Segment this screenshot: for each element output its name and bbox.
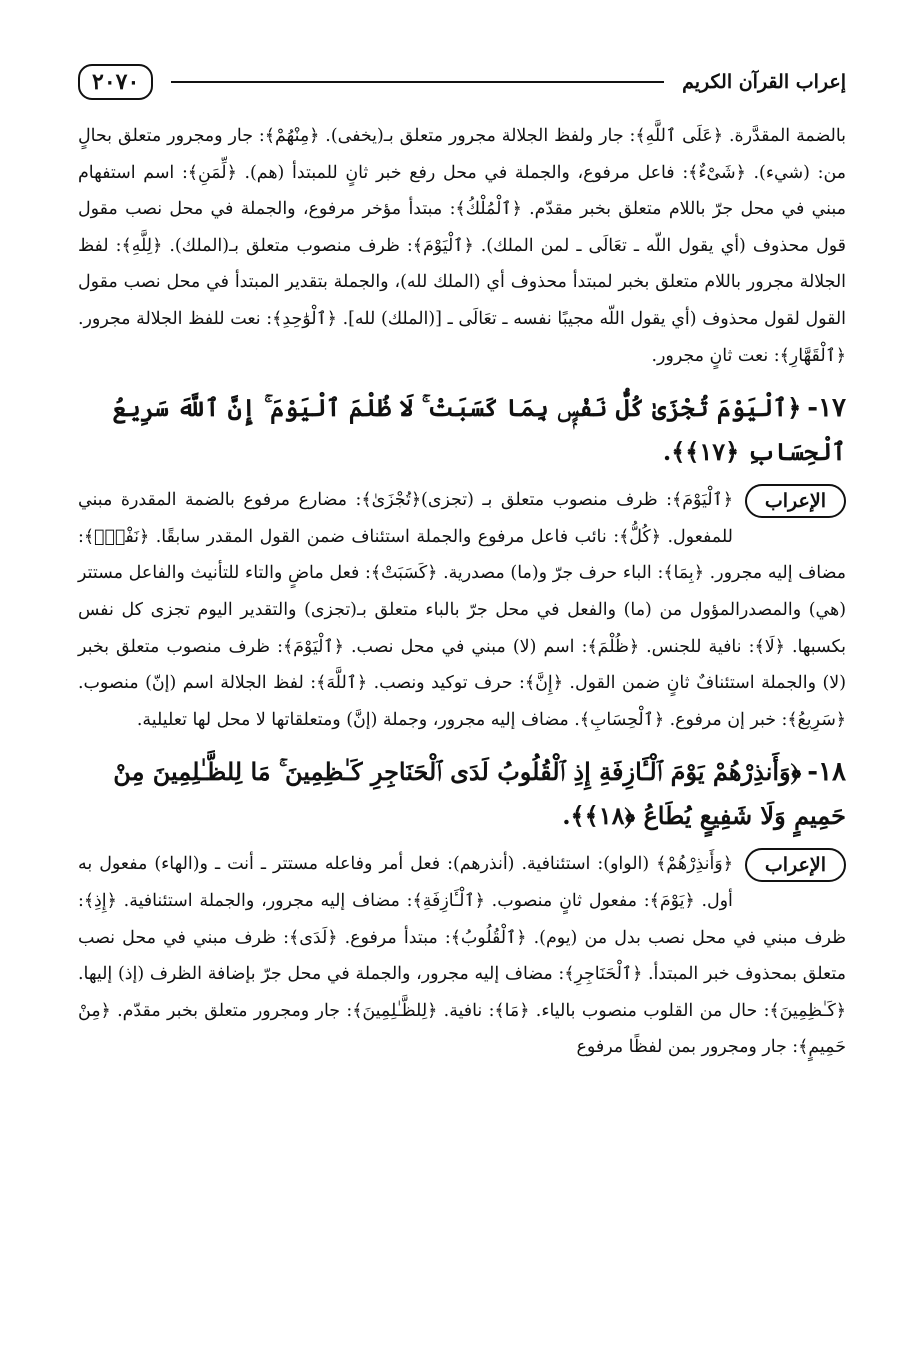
i3rab-badge: الإعراب — [745, 848, 846, 882]
verse-17 — [78, 386, 846, 474]
verse-text: ﴿ٱلْيَوْمَ تُجْزَىٰ كُلُّ نَفْسٍۭ بِمَا كَسَبَتْ ۚ لَا ظُلْمَ ٱلْيَوْمَ ۚ إِنَّ ٱللَّهَ سَرِيعُ ٱلْحِسَابِ ﴿١٧﴾﴾. — [112, 393, 846, 467]
verse-number: ١٨- — [807, 757, 846, 788]
paragraph-analysis-18 — [78, 846, 846, 1066]
header-rule — [171, 81, 664, 83]
book-title: إعراب القرآن الكريم — [682, 71, 846, 93]
paragraph-analysis-16: بالضمة المقدَّرة. ﴿عَلَى ٱللَّهِ﴾: جار ولفظ الجلالة مجرور متعلق بـ(يخفى). ﴿مِنْهُمْ﴾: جار ومجرور متعلق بحالٍ من: (شيء). ﴿شَىْءٌ﴾: فاعل مرفوع، والجملة في محل رفع خبر ثانٍ للمبتدأ (هم). ﴿لِّمَنِ﴾: اسم استفهام مبني في محل جرّ باللام متعلق بخبر مقدّم. ﴿ٱلْمُلْكُ﴾: مبتدأ مؤخر مرفوع، والجملة في محل نصب مقول قول محذوف (أي يقول اللّه ـ تعَالَى ـ لمن الملك). ﴿ٱلْيَوْمَ﴾: ظرف منصوب متعلق بـ(الملك). ﴿لِلَّهِ﴾: لفظ الجلالة مجرور باللام متعلق بخبر لمبتدأ محذوف أي (الملك لله)، والجملة بتقدير المبتدأ في محل نصب مقول القول لقول محذوف (أي يقول اللّه مجيبًا نفسه ـ تعَالَى ـ [(الملك) لله]. ﴿ٱلْوَٰحِدِ﴾: نعت للفظ الجلالة مجرور. ﴿ٱلْقَهَّارِ﴾: نعت ثانٍ مجرور. — [78, 126, 846, 366]
verse-18 — [78, 750, 846, 838]
page-content — [78, 118, 846, 1066]
paragraph-text: ﴿ٱلْيَوْمَ﴾: ظرف منصوب متعلق بـ (تجزى)﴿تُجْزَىٰ﴾: مضارع مرفوع بالضمة المقدرة مبني للمفعول. ﴿كُلُّ﴾: نائب فاعل مرفوع والجملة استئناف ضمن القول المقدر سابقًا. ﴿نَفْسٍۭ﴾: مضاف إليه مجرور. ﴿بِمَا﴾: الباء حرف جرّ و(ما) مصدرية. ﴿كَسَبَتْ﴾: فعل ماضٍ والتاء للتأنيث والفاعل مستتر (هي) والمصدرالمؤول من (ما) والفعل في محل جرّ بالباء متعلق بـ(تجزى) والتقدير اليوم تجزى كل نفس بكسبها. ﴿لَا﴾: نافية للجنس. ﴿ظُلْمَ﴾: اسم (لا) مبني في محل نصب. ﴿ٱلْيَوْمَ﴾: ظرف منصوب متعلق بخبر (لا) والجملة استئنافٌ ثانٍ ضمن القول. ﴿إِنَّ﴾: حرف توكيد ونصب. ﴿ٱللَّهَ﴾: لفظ الجلالة اسم (إنّ) منصوب. ﴿سَرِيعُ﴾: خبر إن مرفوع. ﴿ٱلْحِسَابِ﴾. مضاف إليه مجرور، وجملة (إنَّ) ومتعلقاتها لا محل لها تعليلية. — [78, 490, 846, 730]
verse-text: ﴿وَأَنذِرْهُمْ يَوْمَ ٱلْـَٔازِفَةِ إِذِ ٱلْقُلُوبُ لَدَى ٱلْحَنَاجِرِ كَـٰظِمِينَ ۚ مَا لِلظَّـٰلِمِينَ مِنْ حَمِيمٍ وَلَا شَفِيعٍ يُطَاعُ ﴿١٨﴾﴾. — [113, 757, 846, 831]
page-header — [78, 62, 846, 102]
page-number: ٢٠٧٠ — [78, 64, 153, 100]
verse-number: ١٧- — [807, 393, 846, 424]
paragraph-analysis-17 — [78, 482, 846, 738]
paragraph-text: ﴿وَأَنذِرْهُمْ﴾ (الواو): استئنافية. (أنذرهم): فعل أمر وفاعله مستتر ـ أنت ـ و(الهاء) مفعول به أول. ﴿يَوْمَ﴾: مفعول ثانٍ منصوب. ﴿ٱلْـَٔازِفَةِ﴾: مضاف إليه مجرور، والجملة استئنافية. ﴿إِذِ﴾: ظرف مبني في محل نصب بدل من (يوم). ﴿ٱلْقُلُوبُ﴾: مبتدأ مرفوع. ﴿لَدَى﴾: ظرف مبني في محل نصب متعلق بمحذوف خبر المبتدأ. ﴿ٱلْحَنَاجِرِ﴾: مضاف إليه مجرور، والجملة في محل جرّ بإضافة الظرف (إذ) إليها. ﴿كَـٰظِمِينَ﴾: حال من القلوب منصوب بالياء. ﴿مَا﴾: نافية. ﴿لِلظَّـٰلِمِينَ﴾: جار ومجرور متعلق بخبر مقدّم. ﴿مِنْ حَمِيمٍ﴾: جار ومجرور بمن لفظًا مرفوع — [78, 854, 846, 1058]
i3rab-badge: الإعراب — [745, 484, 846, 518]
